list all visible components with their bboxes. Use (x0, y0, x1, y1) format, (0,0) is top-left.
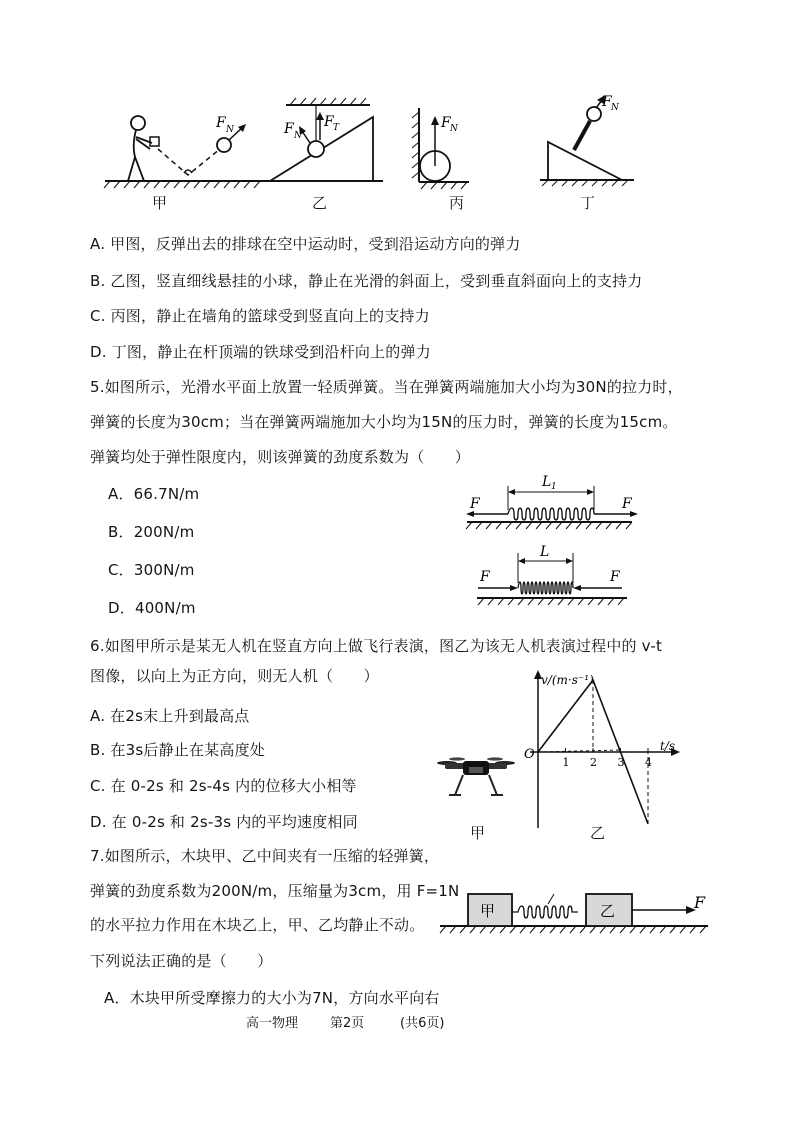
svg-text:F: F (480, 569, 490, 585)
q4-option-c: C. 丙图，静止在墙角的篮球受到竖直向上的支持力 (90, 307, 430, 325)
q7-blocks-figure (438, 880, 718, 940)
svg-text:T: T (333, 123, 340, 133)
q5-spring-stretched-figure (462, 470, 642, 530)
svg-text:N: N (294, 131, 302, 141)
q6-option-d: D. 在 0-2s 和 2s-3s 内的平均速度相同 (90, 813, 358, 831)
svg-text:N: N (450, 124, 458, 134)
footer-page: 第2页 (330, 1016, 365, 1031)
footer-total: (共6页) (400, 1016, 445, 1031)
q6-option-b: B. 在3s后静止在某高度处 (90, 741, 265, 759)
vt-chart (508, 668, 688, 836)
q7-stem-line-1: 7.如图所示，木块甲、乙中间夹有一压缩的轻弹簧， (90, 847, 440, 865)
fn-label: F (216, 115, 226, 131)
q5-option-a: A．66.7N/m (108, 485, 200, 503)
caption-drone-jia: 甲 (470, 824, 486, 842)
svg-text:甲: 甲 (480, 902, 496, 920)
caption-yi: 乙 (312, 194, 328, 212)
q5-stem-line-2: 弹簧的长度为30cm；当在弹簧两端施加大小均为15N的压力时，弹簧的长度为15cm。 (90, 413, 678, 431)
q6-option-c: C. 在 0-2s 和 2s-4s 内的位移大小相等 (90, 777, 357, 795)
q4-option-a: A. 甲图，反弹出去的排球在空中运动时，受到沿运动方向的弹力 (90, 235, 521, 253)
q5-option-d: D．400N/m (108, 599, 196, 617)
drone-icon (435, 755, 517, 805)
svg-text:乙: 乙 (600, 902, 616, 920)
vt-x-tick-label: 4 (645, 756, 652, 769)
q5-stem-line-1: 5.如图所示，光滑水平面上放置一轻质弹簧。当在弹簧两端施加大小均为30N的拉力时， (90, 378, 683, 396)
q7-stem-line-4: 下列说法正确的是（ ） (90, 952, 273, 970)
svg-text:N: N (226, 125, 234, 135)
figure-bing-corner (405, 100, 475, 190)
q5-option-c: C．300N/m (108, 561, 195, 579)
svg-text:F: F (602, 94, 612, 110)
svg-text:F: F (324, 114, 334, 130)
svg-text:L: L (540, 544, 550, 560)
caption-ding: 丁 (580, 194, 596, 212)
caption-bing: 丙 (449, 194, 465, 212)
q5-stem-line-3: 弹簧均处于弹性限度内，则该弹簧的劲度系数为（ ） (90, 448, 471, 466)
vt-x-tick-label: 3 (617, 756, 625, 769)
svg-text:F: F (610, 569, 620, 585)
q5-spring-compressed-figure (472, 543, 632, 605)
figure-yi-incline (258, 95, 388, 190)
footer-subject: 高一物理 (246, 1016, 299, 1031)
svg-text:F: F (694, 893, 706, 912)
q5-option-b: B．200N/m (108, 523, 195, 541)
vt-x-tick-label: 1 (562, 756, 570, 769)
svg-text:F: F (622, 496, 632, 512)
svg-text:1: 1 (551, 482, 557, 492)
svg-text:N: N (611, 103, 619, 113)
q6-stem-line-2: 图像，以向上为正方向，则无人机（ ） (90, 667, 379, 685)
vt-x-tick-label: 2 (590, 756, 597, 769)
q7-option-a: A．木块甲所受摩擦力的大小为7N，方向水平向右 (104, 989, 440, 1007)
q4-option-d: D. 丁图，静止在杆顶端的铁球受到沿杆向上的弹力 (90, 343, 431, 361)
q6-stem-line-1: 6.如图甲所示是某无人机在竖直方向上做飞行表演，图乙为该无人机表演过程中的 v-t (90, 637, 663, 655)
q7-stem-line-2: 弹簧的劲度系数为200N/m，压缩量为3cm，用 F=1N (90, 882, 460, 900)
q6-option-a: A. 在2s末上升到最高点 (90, 707, 250, 725)
svg-text:F: F (441, 115, 451, 131)
svg-text:L: L (542, 474, 552, 490)
caption-jia: 甲 (152, 194, 168, 212)
svg-text:F: F (284, 121, 294, 137)
vt-xlabel: t/s (660, 739, 676, 753)
figure-ding-rod (538, 92, 638, 187)
q7-stem-line-3: 的水平拉力作用在木块乙上，甲、乙均静止不动。 (90, 916, 425, 934)
vt-ylabel: v/(m·s⁻¹) (541, 673, 594, 687)
caption-chart-yi: 乙 (590, 824, 606, 842)
vt-origin: O (524, 747, 535, 762)
svg-text:F: F (470, 496, 480, 512)
q4-option-b: B. 乙图，竖直细线悬挂的小球，静止在光滑的斜面上，受到垂直斜面向上的支持力 (90, 272, 643, 290)
figure-jia-volleyball (100, 105, 270, 190)
